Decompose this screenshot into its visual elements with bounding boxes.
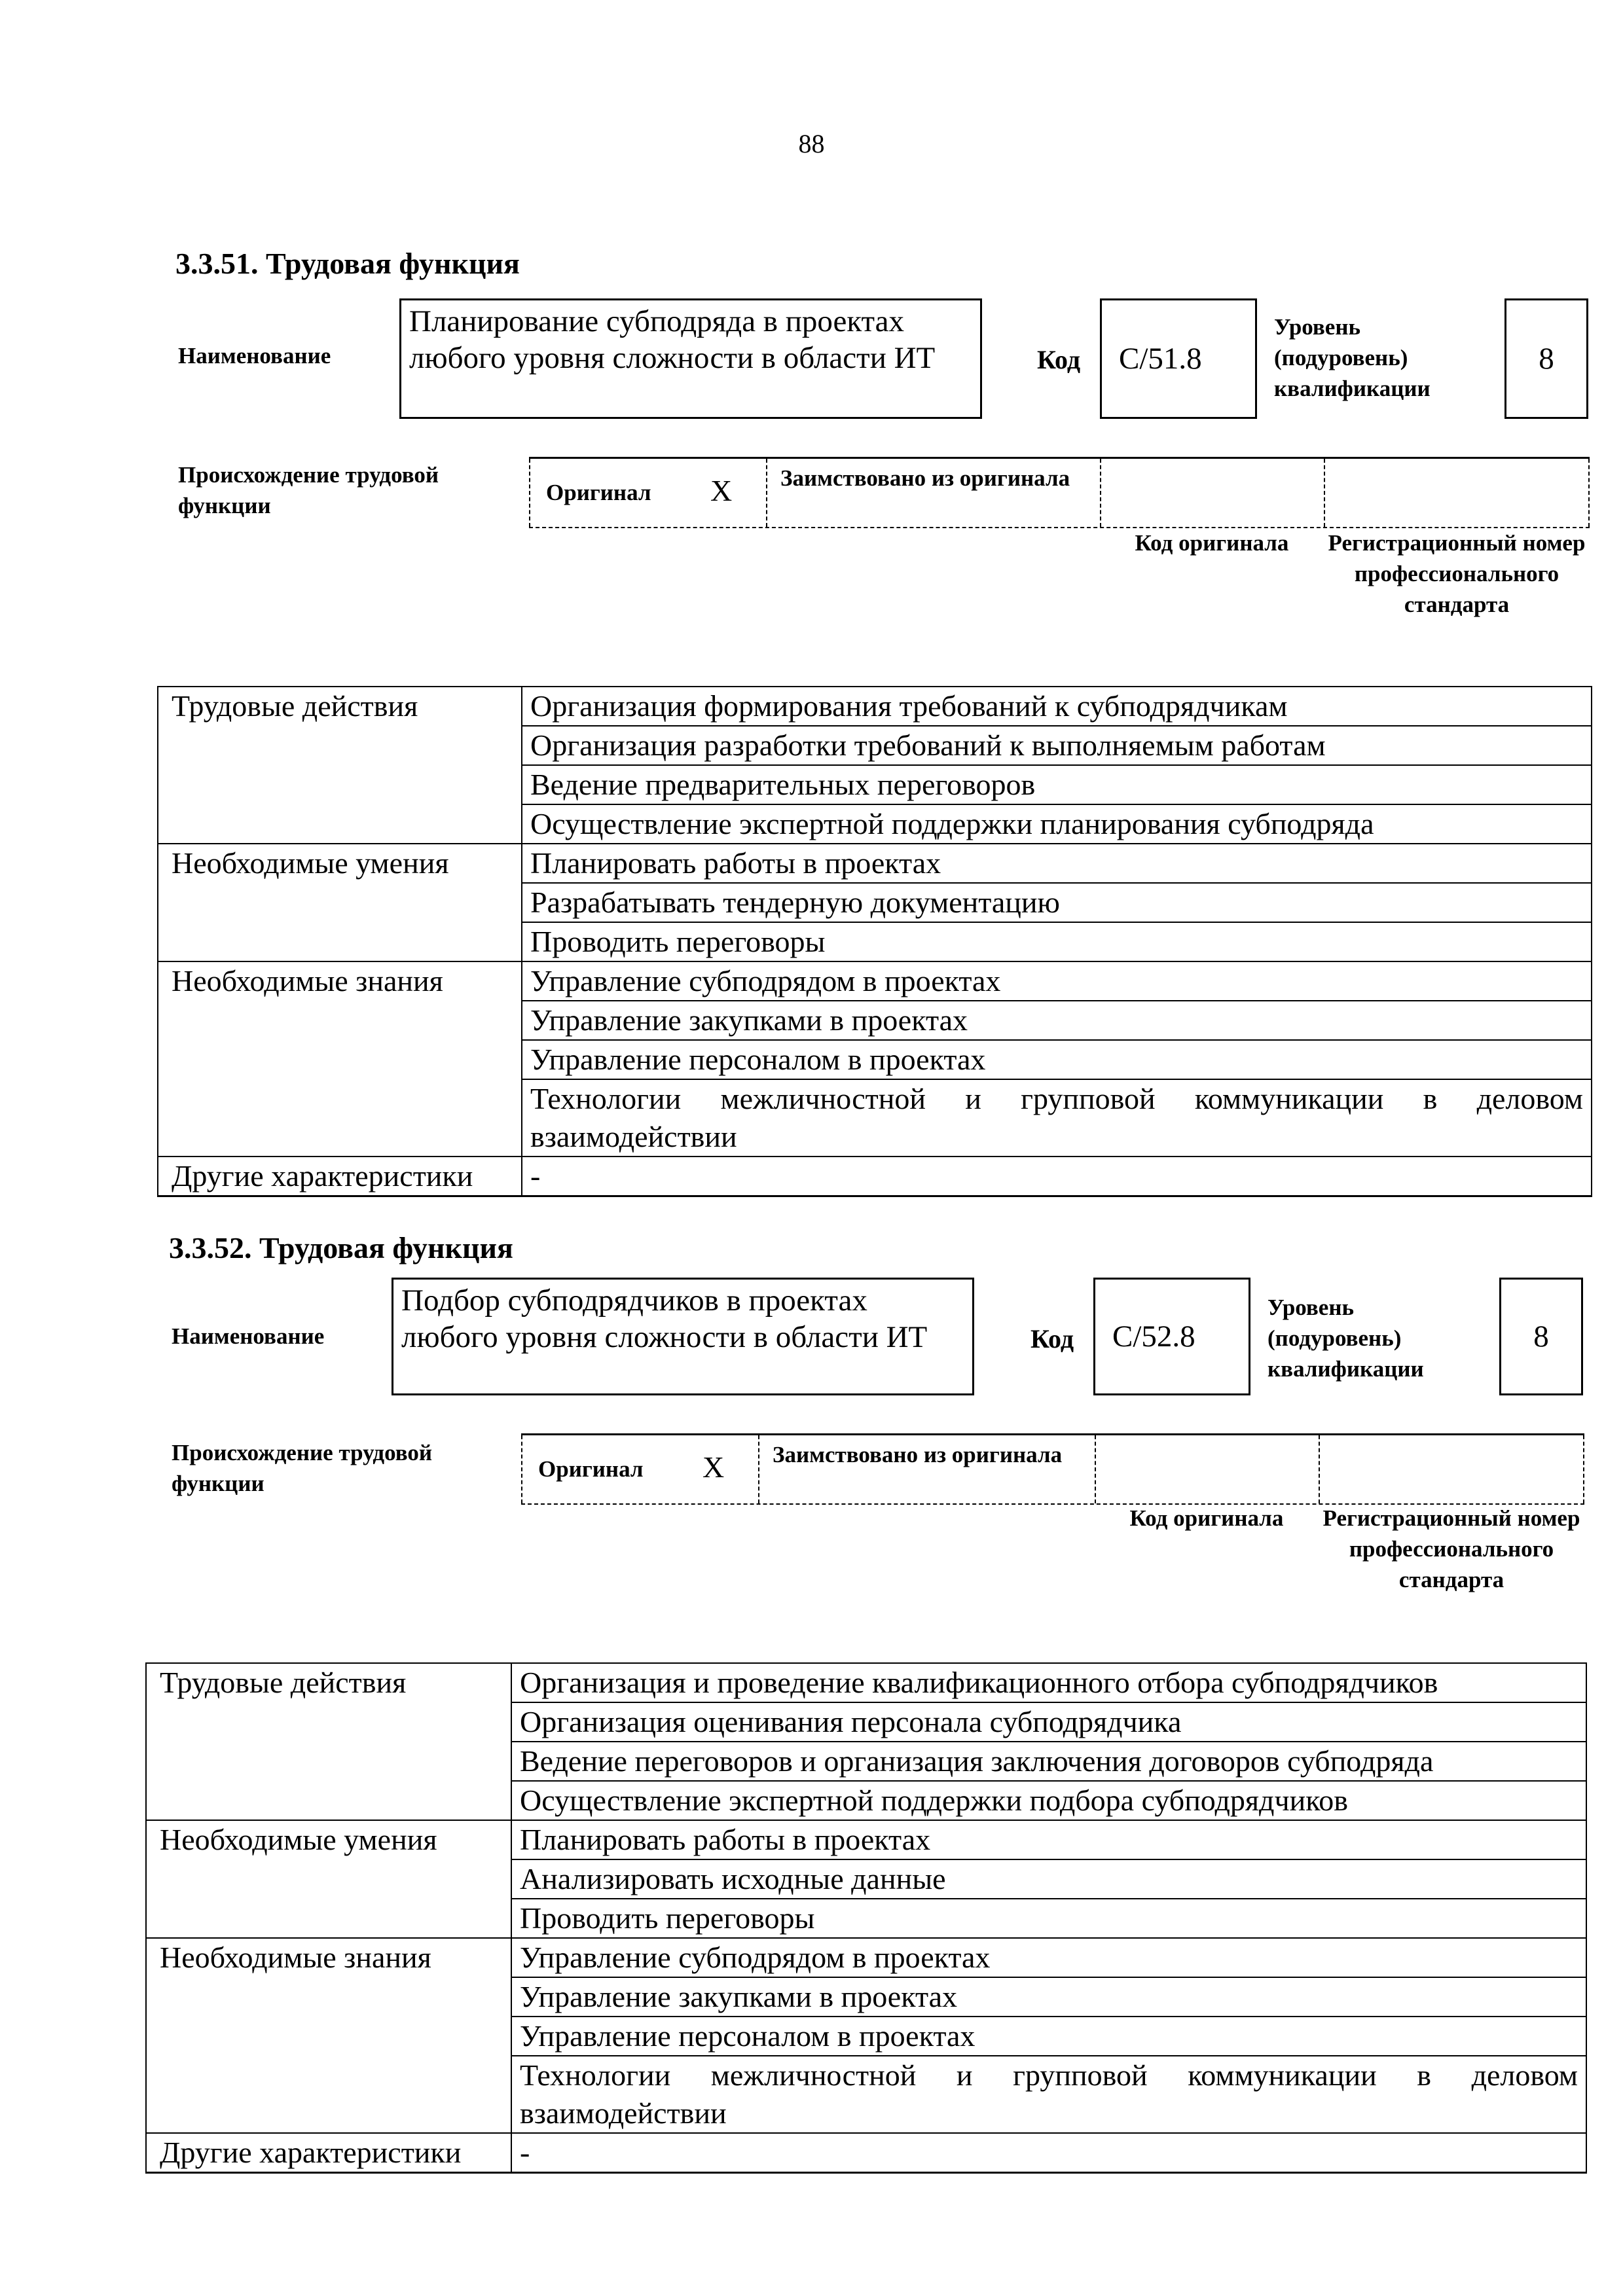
origin-original-label: Оригинал bbox=[538, 1456, 644, 1482]
table-row: Планировать работы в проектах bbox=[511, 1820, 1586, 1859]
origin-label: Происхождение трудовой функции bbox=[172, 1440, 433, 1496]
table-row: Проводить переговоры bbox=[522, 922, 1592, 961]
qualification-level: 8 bbox=[1533, 1319, 1549, 1354]
table-row: Управление персоналом в проектах bbox=[511, 2017, 1586, 2056]
level-label: Уровень (подуровень) квалификации bbox=[1274, 314, 1431, 401]
name-label: Наименование bbox=[172, 1323, 325, 1349]
function-code: C/52.8 bbox=[1112, 1319, 1195, 1354]
origin-row bbox=[529, 457, 1590, 528]
table-row: Разрабатывать тендерную документацию bbox=[522, 883, 1592, 922]
origin-original-label: Оригинал bbox=[546, 480, 651, 505]
category-other: Другие характеристики bbox=[158, 1157, 522, 1196]
category-required-knowledge: Необходимые знания bbox=[146, 1938, 511, 2133]
function-code-box bbox=[1100, 298, 1257, 419]
table-row: Организация разработки требований к выполняемым работам bbox=[522, 726, 1592, 765]
origin-reg-cell bbox=[1319, 1435, 1584, 1503]
table-row: Осуществление экспертной поддержки планирования субподряда bbox=[522, 804, 1592, 844]
table-row: Организация оценивания персонала субподрядчика bbox=[511, 1702, 1586, 1742]
qualification-level-box bbox=[1504, 298, 1588, 419]
table-row: Планировать работы в проектах bbox=[522, 844, 1592, 883]
table-row: Технологии межличностной и групповой коммуникации в деловом взаимодействии bbox=[522, 1079, 1592, 1157]
table-row: Проводить переговоры bbox=[511, 1899, 1586, 1938]
function-name: Планирование субподряда в проектах любого уровня сложности в области ИТ bbox=[409, 304, 936, 375]
section-title: 3.3.52. Трудовая функция bbox=[169, 1231, 513, 1265]
category-required-knowledge: Необходимые знания bbox=[158, 961, 522, 1157]
origin-reg-cell bbox=[1324, 459, 1590, 527]
origin-mark: X bbox=[710, 474, 733, 507]
table-row: Управление субподрядом в проектах bbox=[511, 1938, 1586, 1977]
function-code-box bbox=[1093, 1278, 1250, 1395]
table-row: Анализировать исходные данные bbox=[511, 1859, 1586, 1899]
origin-mark: X bbox=[702, 1450, 725, 1484]
category-required-skills: Необходимые умения bbox=[146, 1820, 511, 1938]
table-row: - bbox=[522, 1157, 1592, 1196]
category-labor-actions: Трудовые действия bbox=[158, 687, 522, 844]
function-code: C/51.8 bbox=[1119, 342, 1202, 376]
category-labor-actions: Трудовые действия bbox=[146, 1663, 511, 1820]
level-label: Уровень (подуровень) квалификации bbox=[1267, 1295, 1424, 1382]
origin-row bbox=[521, 1433, 1584, 1505]
table-row: Управление субподрядом в проектах bbox=[522, 961, 1592, 1001]
qualification-level: 8 bbox=[1539, 342, 1554, 376]
function-name-box bbox=[392, 1278, 974, 1395]
origin-reg-label: Регистрационный номер профессионального стандарта bbox=[1322, 1505, 1580, 1592]
origin-original-cell bbox=[529, 459, 766, 527]
origin-original-cell bbox=[521, 1435, 758, 1503]
origin-borrowed-label: Заимствовано из оригинала bbox=[780, 465, 1070, 491]
table-row: Управление персоналом в проектах bbox=[522, 1040, 1592, 1079]
origin-code-cell bbox=[1100, 459, 1324, 527]
function-name-box bbox=[399, 298, 982, 419]
category-required-skills: Необходимые умения bbox=[158, 844, 522, 961]
code-label: Код bbox=[1030, 1324, 1074, 1354]
table-row: Ведение переговоров и организация заключения договоров субподряда bbox=[511, 1742, 1586, 1781]
qualification-level-box bbox=[1499, 1278, 1583, 1395]
table-row: Управление закупками в проектах bbox=[511, 1977, 1586, 2017]
table-row: Организация формирования требований к субподрядчикам bbox=[522, 687, 1592, 726]
origin-code-label: Код оригинала bbox=[1135, 530, 1289, 556]
origin-borrowed-label: Заимствовано из оригинала bbox=[773, 1442, 1063, 1467]
table-row: Осуществление экспертной поддержки подбора субподрядчиков bbox=[511, 1781, 1586, 1820]
table-row: - bbox=[511, 2133, 1586, 2173]
table-row: Организация и проведение квалификационного отбора субподрядчиков bbox=[511, 1663, 1586, 1702]
page-number: 88 bbox=[798, 129, 825, 158]
function-table bbox=[145, 1662, 1587, 2174]
code-label: Код bbox=[1037, 345, 1081, 374]
origin-code-cell bbox=[1095, 1435, 1319, 1503]
origin-label: Происхождение трудовой функции bbox=[178, 462, 439, 518]
origin-borrowed-cell bbox=[758, 1435, 1095, 1503]
origin-reg-label: Регистрационный номер профессионального стандарта bbox=[1328, 530, 1586, 617]
name-label: Наименование bbox=[178, 343, 331, 368]
table-row: Управление закупками в проектах bbox=[522, 1001, 1592, 1040]
section-title: 3.3.51. Трудовая функция bbox=[175, 247, 520, 280]
function-table bbox=[157, 686, 1592, 1197]
category-other: Другие характеристики bbox=[146, 2133, 511, 2173]
origin-code-label: Код оригинала bbox=[1129, 1505, 1284, 1531]
origin-borrowed-cell bbox=[766, 459, 1100, 527]
table-row: Ведение предварительных переговоров bbox=[522, 765, 1592, 804]
function-name: Подбор субподрядчиков в проектах любого уровня сложности в области ИТ bbox=[401, 1283, 928, 1354]
table-row: Технологии межличностной и групповой коммуникации в деловом взаимодействии bbox=[511, 2056, 1586, 2133]
